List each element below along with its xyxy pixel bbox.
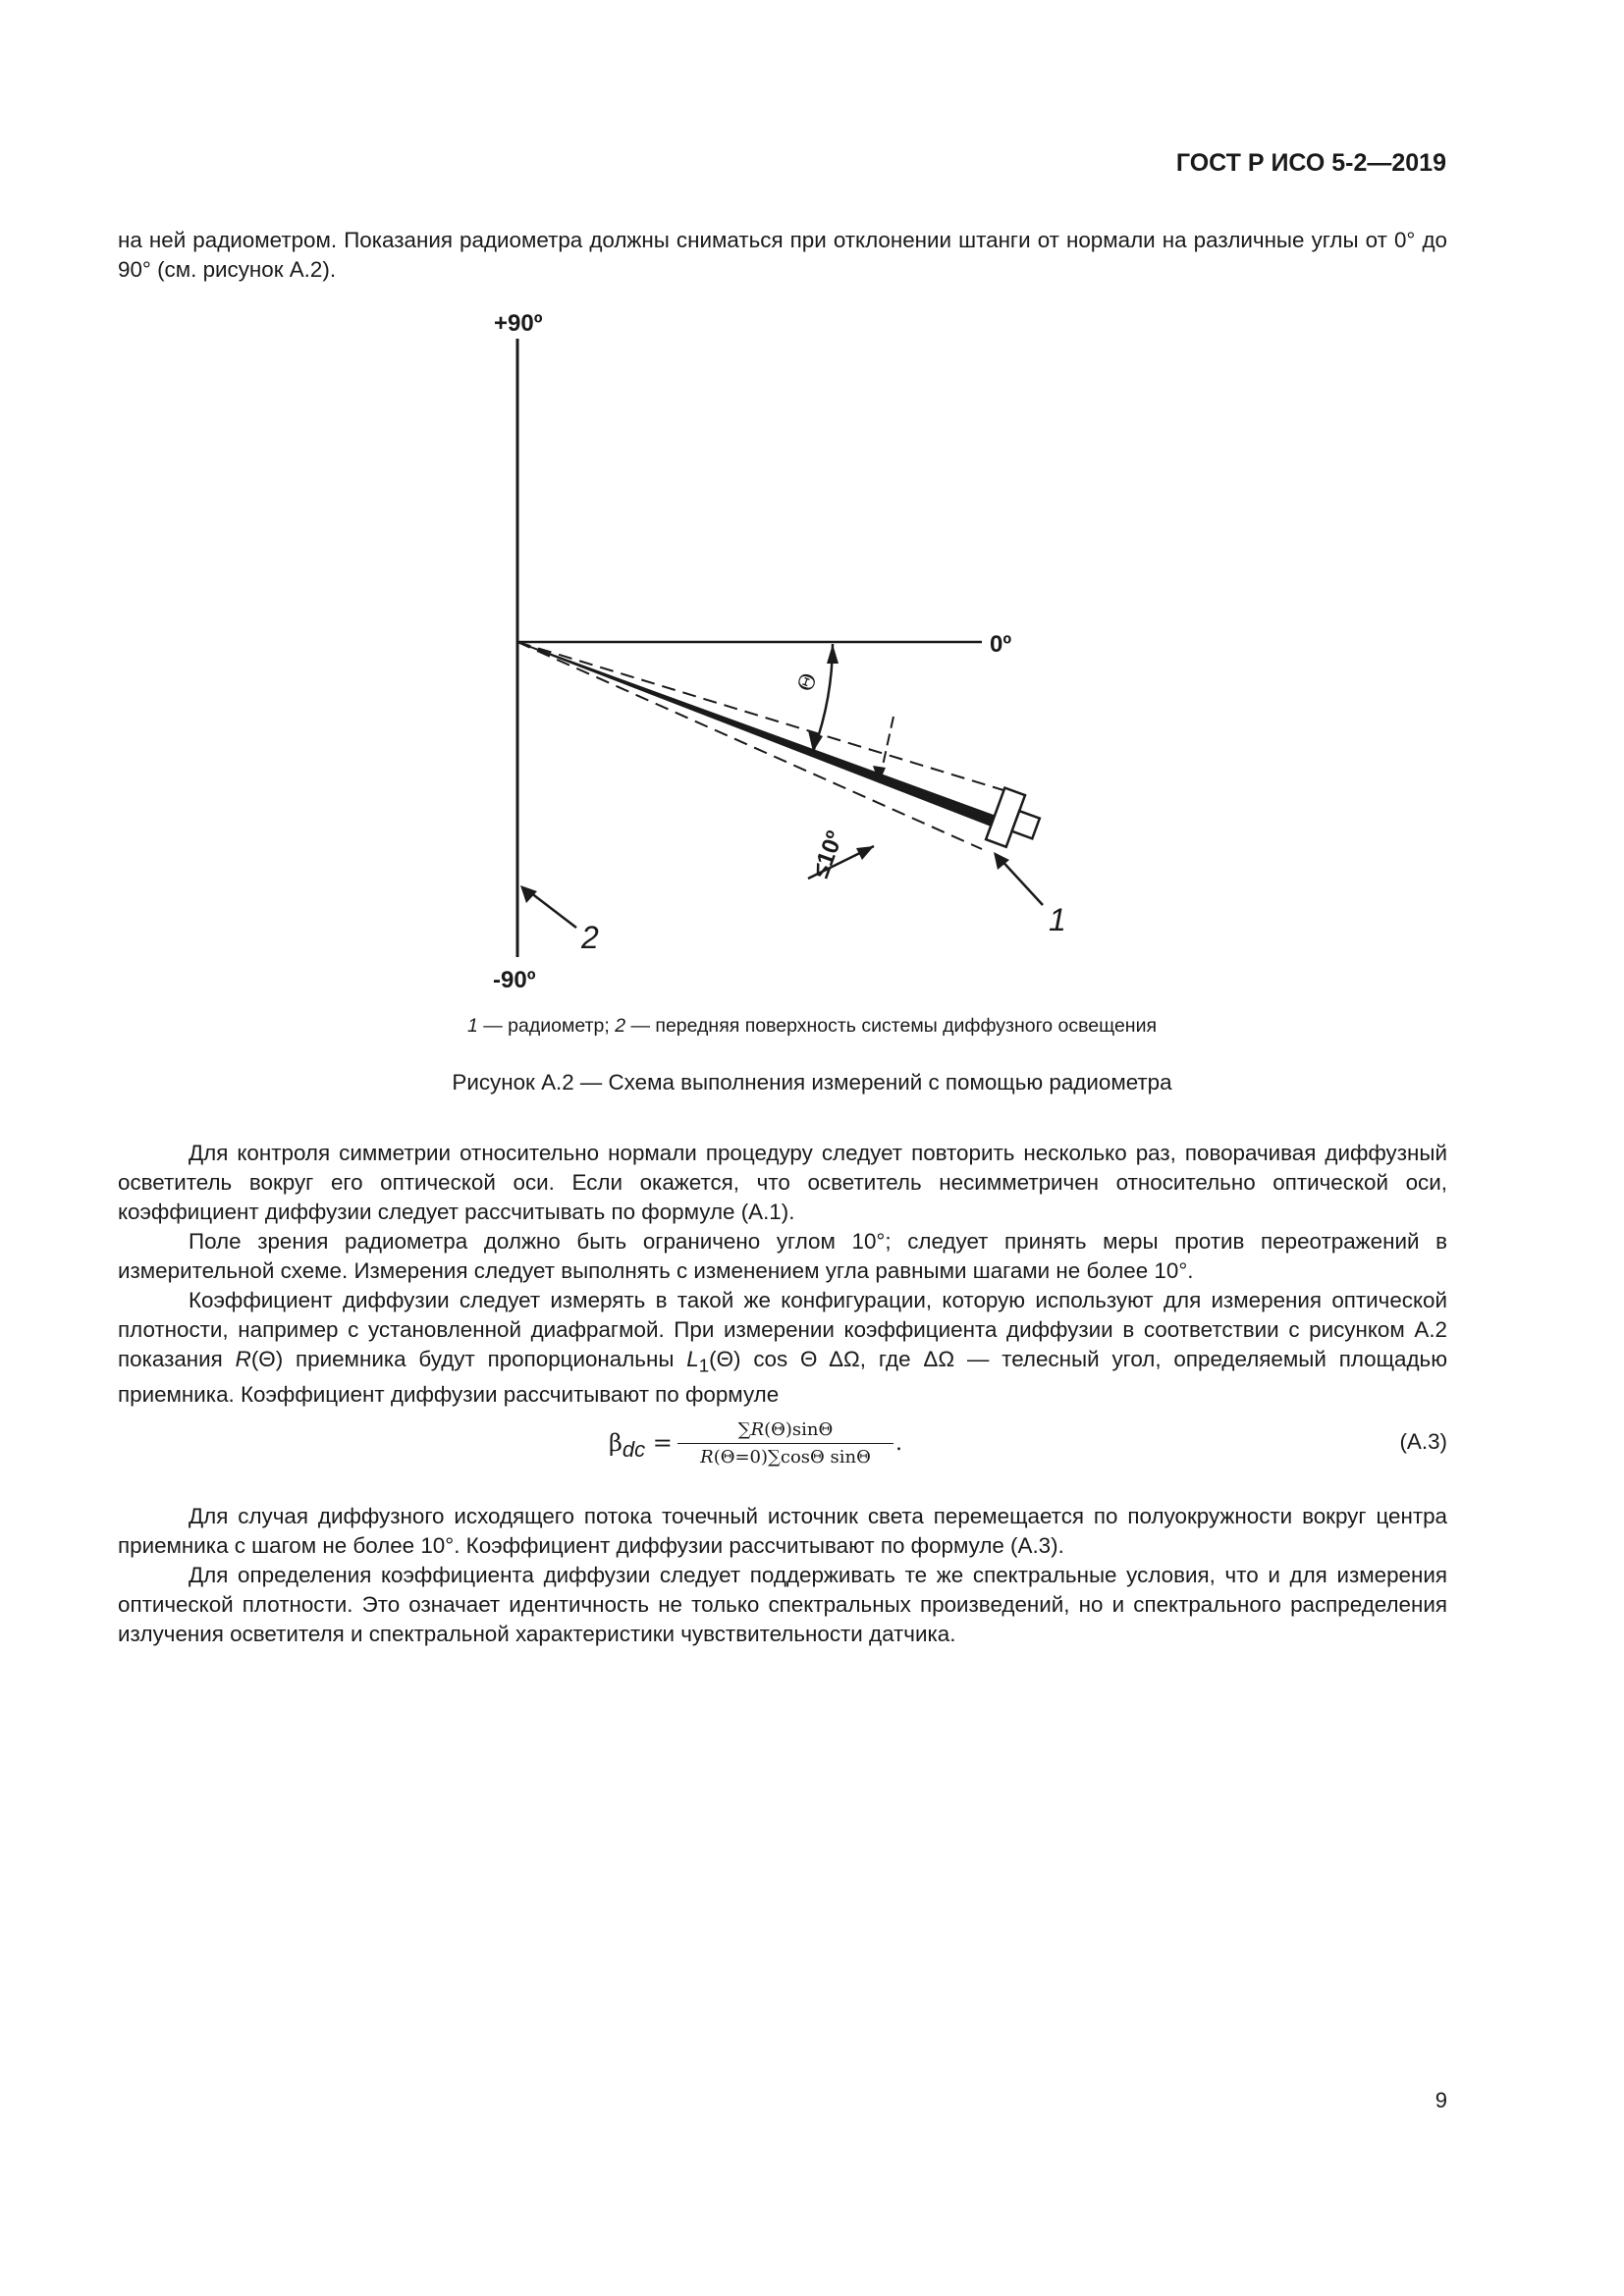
formula-fraction [677, 1417, 893, 1468]
formula-num-rest: (Θ)sinΘ [764, 1419, 834, 1440]
paragraph-spectral-conditions: Для определения коэффициента диффузии следует поддерживать те же спектральные условия, что и для измерения оптической плотности. Это означает идентичность не только спектральных произведений, но и спектрального распределения излучения осветителя и спектральной характеристики чувствительности датчика. [118, 1563, 1447, 1646]
label-theta: Θ [793, 669, 823, 696]
formula-den-rest: (Θ=0)∑cosΘ sinΘ [713, 1447, 871, 1468]
paragraph-symmetry: Для контроля симметрии относительно нормали процедуру следует повторить несколько раз, поворачивая диффузный осветитель вокруг его оптической оси. Если окажется, что осветитель несимметричен относительно оптической оси, коэффициент диффузии следует рассчитывать по формуле (А.1). [118, 1141, 1447, 1224]
formula-lhs [609, 1429, 673, 1463]
p3-symbol-r: R [235, 1347, 251, 1371]
formula-den-r: R [700, 1447, 714, 1468]
legend-1-text: — радиометр; [477, 1015, 616, 1037]
formula-beta-subscript: dc [622, 1436, 646, 1462]
document-header: ГОСТ Р ИСО 5-2—2019 [1175, 149, 1446, 177]
p3-symbol-l: L [686, 1347, 699, 1371]
callout-2: 2 [581, 920, 599, 955]
measurement-diagram [0, 294, 1624, 1021]
label-field-of-view: ≤10º [807, 828, 849, 882]
legend-1-number: 1 [466, 1015, 478, 1037]
formula-beta: β [609, 1429, 623, 1457]
paragraph-point-source: Для случая диффузного исходящего потока точечный источник света перемещается по полуокружности вокруг центра приемника с шагом не более 10°. Коэффициент диффузии рассчитывают по формуле (А.3). [118, 1504, 1447, 1558]
p3-part-c: (Θ) cos Θ ΔΩ, где ΔΩ — телесный угол, определяемый площадью приемника. Коэффициент диффузии рассчитывают по формуле [118, 1347, 1447, 1408]
formula-denominator [677, 1444, 893, 1468]
p3-part-b: (Θ) приемника будут пропорциональны [250, 1347, 687, 1371]
radiometer-rod [517, 642, 1000, 828]
paragraph-configuration [118, 1286, 1447, 1410]
formula-equals: = [645, 1429, 673, 1457]
formula-a3 [589, 1417, 1100, 1476]
formula-period: . [895, 1431, 902, 1456]
field-boundary-lower [517, 642, 982, 849]
legend-2-text: — передняя поверхность системы диффузного освещения [625, 1015, 1158, 1037]
field-marker-lower-arrowhead [856, 846, 874, 860]
equation-number: (А.3) [1399, 1429, 1447, 1454]
legend-2-number: 2 [615, 1015, 626, 1037]
radiometer-body [986, 788, 1046, 855]
p3-symbol-l-subscript: 1 [698, 1355, 710, 1376]
intro-paragraph: на ней радиометром. Показания радиометра должны сниматься при отклонении штанги от нормали на различные углы от 0° до 90° (см. рисунок А.2). [118, 228, 1447, 282]
formula-numerator [677, 1417, 893, 1444]
formula-num-r: R [750, 1419, 765, 1440]
page-number: 9 [1435, 2088, 1447, 2112]
callout-1: 1 [1049, 902, 1066, 937]
theta-arrowhead-top [827, 644, 839, 664]
label-minus-90: -90º [493, 967, 536, 993]
figure-legend [0, 1015, 1624, 1038]
p3-part-a: Коэффициент диффузии следует измерять в такой же конфигурации, которую используют для измерения оптической плотности, например с установленной диафрагмой. При измерении коэффициента диффузии в соответствии с рисунком А.2 показания [118, 1288, 1447, 1371]
formula-num-sum: ∑ [737, 1419, 751, 1440]
field-boundary-upper [517, 642, 1003, 790]
figure-a2 [0, 294, 1624, 1021]
paragraph-field-of-view: Поле зрения радиометра должно быть ограничено углом 10°; следует принять меры против переотражений в измерительной схеме. Измерения следует выполнять с изменением угла равными шагами не более 10°. [118, 1229, 1447, 1283]
figure-caption: Рисунок А.2 — Схема выполнения измерений с помощью радиометра [452, 1070, 1172, 1095]
label-zero: 0º [990, 631, 1012, 658]
callout-2-leader [526, 889, 576, 928]
label-plus-90: +90º [494, 310, 543, 337]
